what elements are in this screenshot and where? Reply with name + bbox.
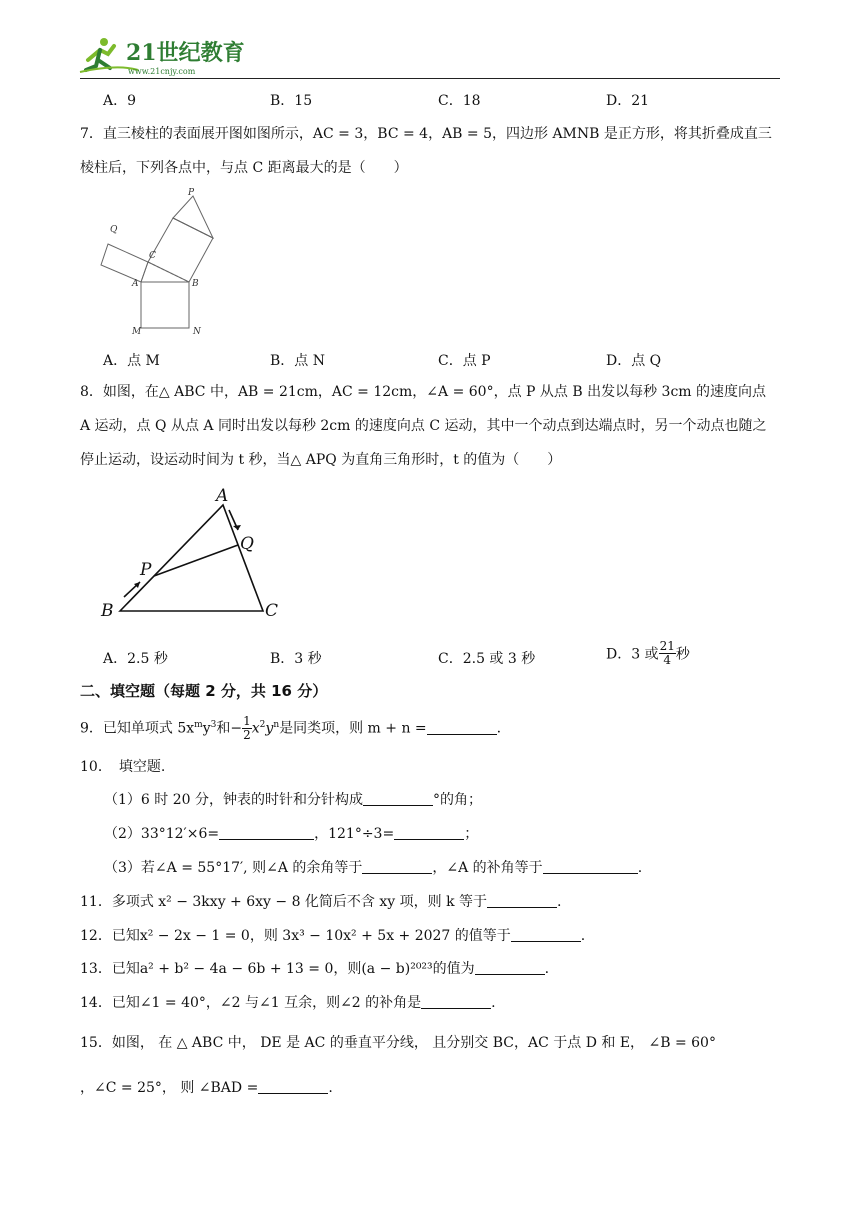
q9: 9．已知单项式 $5x^my^3$和− $\frac{1}{2}$ $x^2y^n$是同类项，则 m + n = . (80, 714, 502, 743)
q8-option-c[interactable]: C．2.5 或 3 秒 (438, 651, 536, 667)
q13: 13．已知a² + b² − 4a − 6b + 13 = 0，则(a − b)²⁰²³的值为 . (80, 961, 550, 977)
q8-triangle-figure (98, 485, 288, 625)
q10-3b-blank[interactable] (543, 859, 638, 874)
logo-text: 21世纪教育 (126, 40, 245, 66)
q8-option-b[interactable]: B．3 秒 (270, 651, 322, 667)
q8-option-d[interactable]: D．3 或 $\frac{21}{4}$ 秒 (606, 639, 690, 667)
q15-line2: ，∠C = 25°， 则 ∠BAD = . (80, 1080, 333, 1096)
label-C: C (265, 601, 279, 621)
q9-blank[interactable] (427, 720, 497, 735)
q10-3a-blank[interactable] (362, 859, 432, 874)
q15-blank[interactable] (258, 1079, 328, 1094)
q10-item-1: （1）6 时 20 分，钟表的时针和分针构成 °的角； (104, 792, 482, 808)
label-B: B (101, 601, 114, 621)
label-B: B (192, 279, 199, 289)
logo-url: www.21cnjy.com (128, 67, 196, 76)
q14: 14．已知∠1 = 40°，∠2 与∠1 互余，则∠2 的补角是 . (80, 995, 496, 1011)
q12-blank[interactable] (511, 927, 581, 942)
label-C: C (149, 251, 156, 261)
q10-title: 10． 填空题. (80, 759, 166, 775)
q6-option-a[interactable]: A．9 (103, 93, 137, 109)
q8-option-a[interactable]: A．2.5 秒 (103, 651, 168, 667)
q6-option-d[interactable]: D．21 (606, 93, 650, 109)
q10-item-3: （3）若∠A = 55°17′, 则∠A 的余角等于 ，∠A 的补角等于 . (104, 860, 643, 876)
q11: 11．多项式 x² − 3kxy + 6xy − 8 化简后不含 xy 项，则 k 等于 . (80, 894, 562, 910)
q6-option-c[interactable]: C．18 (438, 93, 481, 109)
q15-line1: 15．如图， 在 △ ABC 中， DE 是 AC 的垂直平分线， 且分别交 BC，AC 于点 D 和 E， ∠B = 60° (80, 1035, 716, 1051)
q7-net-figure (98, 186, 223, 338)
q7-option-b[interactable]: B．点 N (270, 353, 325, 369)
q7-option-d[interactable]: D．点 Q (606, 353, 662, 369)
q14-blank[interactable] (421, 994, 491, 1009)
label-Q: Q (240, 534, 254, 554)
q8-text: 8．如图，在△ ABC 中，AB = 21cm，AC = 12cm，∠A = 60°，点 P 从点 B 出发以每秒 3cm 的速度向点 A 运动，点 Q 从点 A 同时出发以每秒 2cm 的速度向点 C 运动，其中一个动点到达端点时，另一个动点也随之停止运动，设运动时间为 t 秒，当△ APQ 为直角三角形时，t 的值为（ ） (80, 384, 767, 468)
label-N: N (193, 327, 201, 337)
header-rule (80, 78, 780, 79)
label-A: A (132, 279, 139, 289)
label-Q: Q (110, 225, 118, 235)
q11-blank[interactable] (487, 893, 557, 908)
q12: 12．已知x² − 2x − 1 = 0，则 3x³ − 10x² + 5x + 2027 的值等于 . (80, 928, 586, 944)
q6-option-b[interactable]: B．15 (270, 93, 313, 109)
q10-2a-blank[interactable] (219, 825, 314, 840)
section-title: 二、填空题（每题 2 分，共 16 分） (80, 682, 328, 700)
q13-blank[interactable] (475, 960, 545, 975)
q7-text: 7．直三棱柱的表面展开图如图所示，AC = 3，BC = 4，AB = 5，四边形 AMNB 是正方形，将其折叠成直三棱柱后，下列各点中，与点 C 距离最大的是（ ） (80, 126, 772, 176)
label-M: M (132, 327, 142, 337)
21cnjy-logo (78, 30, 258, 80)
q7-option-a[interactable]: A．点 M (103, 353, 160, 369)
label-P: P (188, 188, 195, 198)
q10-2b-blank[interactable] (394, 825, 464, 840)
label-A: A (216, 486, 229, 506)
q7-option-c[interactable]: C．点 P (438, 353, 491, 369)
q10-1-blank[interactable] (363, 791, 433, 806)
q10-item-2: （2）33°12′×6= ，121°÷3= ； (104, 826, 479, 842)
label-P: P (140, 560, 152, 580)
